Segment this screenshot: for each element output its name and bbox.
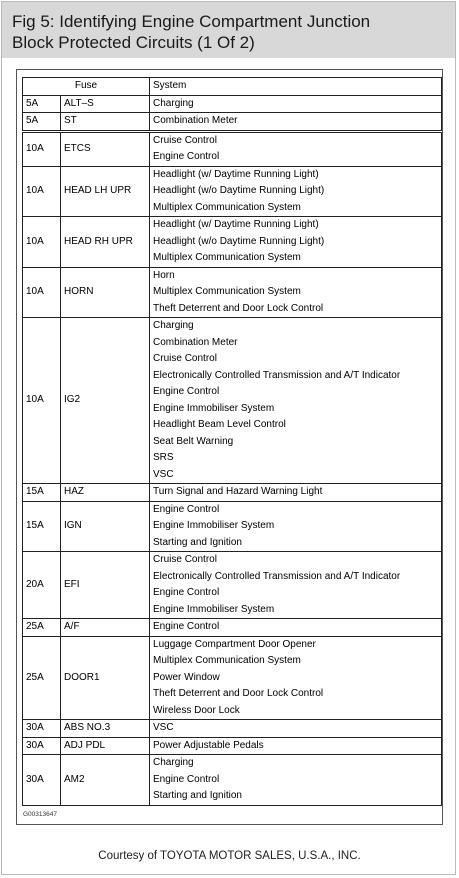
fuse-amperage: 10A (23, 318, 61, 484)
system-item: SRS (153, 452, 174, 463)
courtesy-caption: Courtesy of TOYOTA MOTOR SALES, U.S.A., INC. (98, 850, 361, 862)
figure-title-line-2: Block Protected Circuits (1 Of 2) (12, 33, 255, 52)
table-row (23, 501, 442, 552)
table-row (23, 95, 442, 113)
fuse-amperage: 5A (23, 95, 61, 113)
fuse-name: EFI (61, 552, 150, 619)
table-row (23, 636, 442, 720)
system-item: Engine Immobiliser System (153, 520, 275, 531)
system-item: Seat Belt Warning (153, 435, 234, 447)
system-item: Multiplex Communication System (153, 655, 301, 666)
table-row (23, 267, 442, 318)
system-item: Engine Control (153, 621, 220, 632)
fuse-amperage: 30A (23, 737, 61, 755)
fuse-name: IG2 (61, 318, 150, 484)
fuse-amperage: 10A (23, 131, 61, 166)
fuse-systems (150, 720, 442, 738)
system-item: Engine Control (153, 773, 220, 785)
fuse-name: ST (61, 113, 150, 132)
fuse-systems (150, 113, 442, 132)
fuse-systems (150, 636, 442, 720)
system-item: VSC (153, 722, 174, 733)
fuse-amperage: 20A (23, 552, 61, 619)
fuse-table (22, 77, 442, 806)
fuse-amperage: 10A (23, 166, 61, 217)
system-item: Cruise Control (153, 134, 217, 146)
fuse-amperage: 30A (23, 755, 61, 806)
system-item: Engine Control (153, 587, 220, 598)
system-item: Headlight (w/o Daytime Running Light) (153, 185, 325, 196)
system-item: Engine Immobiliser System (153, 402, 275, 414)
fuse-name: ABS NO.3 (61, 720, 150, 738)
system-item: Multiplex Communication System (153, 286, 301, 297)
table-row (23, 131, 442, 166)
table-header-row (23, 78, 442, 96)
fuse-name: ETCS (61, 131, 150, 166)
fuse-name: HEAD RH UPR (61, 217, 150, 268)
fuse-amperage: 25A (23, 636, 61, 720)
fuse-name: A/F (61, 619, 150, 637)
fuse-systems (150, 552, 442, 619)
fuse-amperage: 10A (23, 217, 61, 268)
system-item: Engine Control (153, 503, 220, 515)
fuse-table-body (23, 95, 442, 805)
table-row (23, 619, 442, 637)
system-item: Engine Control (153, 386, 220, 397)
system-item: Headlight (w/ Daytime Running Light) (153, 168, 319, 180)
figure-header (2, 2, 455, 58)
system-item: Starting and Ignition (153, 536, 242, 548)
figure-code: G00313647 (23, 811, 57, 818)
system-item: Headlight (w/ Daytime Running Light) (153, 219, 319, 230)
system-item: Engine Control (153, 151, 220, 162)
system-item: Turn Signal and Hazard Warning Light (153, 486, 323, 497)
system-item: Headlight (w/o Daytime Running Light) (153, 235, 325, 247)
system-item: Headlight Beam Level Control (153, 419, 286, 430)
fuse-amperage: 15A (23, 501, 61, 552)
fuse-amperage: 25A (23, 619, 61, 637)
system-item: Electronically Controlled Transmission and A/T Indicator (153, 369, 401, 381)
system-item: Power Adjustable Pedals (153, 739, 264, 751)
table-row (23, 318, 442, 484)
table-row (23, 737, 442, 755)
system-item: Combination Meter (153, 336, 238, 348)
system-item: Multiplex Communication System (153, 201, 301, 213)
table-row (23, 552, 442, 619)
fuse-amperage: 15A (23, 484, 61, 502)
fuse-name: DOOR1 (61, 636, 150, 720)
fuse-systems (150, 737, 442, 755)
system-item: Luggage Compartment Door Opener (153, 638, 316, 650)
fuse-name: HEAD LH UPR (61, 166, 150, 217)
system-item: Starting and Ignition (153, 790, 242, 801)
fuse-systems (150, 166, 442, 217)
system-item: Power Window (153, 671, 220, 683)
system-item: Wireless Door Lock (153, 704, 240, 716)
table-row (23, 755, 442, 806)
system-column-header: System (150, 78, 442, 96)
fuse-amperage: 5A (23, 113, 61, 132)
system-item: Charging (153, 757, 194, 768)
fuse-amperage: 10A (23, 267, 61, 318)
fuse-name: AM2 (61, 755, 150, 806)
fuse-amperage: 30A (23, 720, 61, 738)
fuse-systems (150, 131, 442, 166)
fuse-systems (150, 501, 442, 552)
table-row (23, 113, 442, 132)
system-item: Engine Immobiliser System (153, 603, 275, 615)
system-item: Multiplex Communication System (153, 252, 301, 263)
fuse-column-header: Fuse (23, 78, 150, 96)
fuse-systems (150, 95, 442, 113)
table-row (23, 166, 442, 217)
system-item: Charging (153, 320, 194, 331)
system-item: Theft Deterrent and Door Lock Control (153, 688, 324, 699)
figure-title-line-1: Fig 5: Identifying Engine Compartment Junction (12, 12, 371, 31)
fuse-systems (150, 484, 442, 502)
table-row (23, 484, 442, 502)
fuse-systems (150, 267, 442, 318)
fuse-systems (150, 318, 442, 484)
fuse-name: ADJ PDL (61, 737, 150, 755)
fuse-name: HORN (61, 267, 150, 318)
system-item: Charging (153, 97, 194, 109)
fuse-systems (150, 755, 442, 806)
system-item: Theft Deterrent and Door Lock Control (153, 302, 324, 314)
table-row (23, 720, 442, 738)
table-row (23, 217, 442, 268)
system-item: Horn (153, 269, 175, 281)
fuse-name: IGN (61, 501, 150, 552)
system-item: Cruise Control (153, 554, 217, 565)
fuse-systems (150, 619, 442, 637)
system-item: Electronically Controlled Transmission and A/T Indicator (153, 570, 401, 582)
system-item: Cruise Control (153, 353, 217, 364)
fuse-systems (150, 217, 442, 268)
system-item: Combination Meter (153, 115, 238, 126)
fuse-name: ALT–S (61, 95, 150, 113)
system-item: VSC (153, 468, 174, 480)
fuse-name: HAZ (61, 484, 150, 502)
